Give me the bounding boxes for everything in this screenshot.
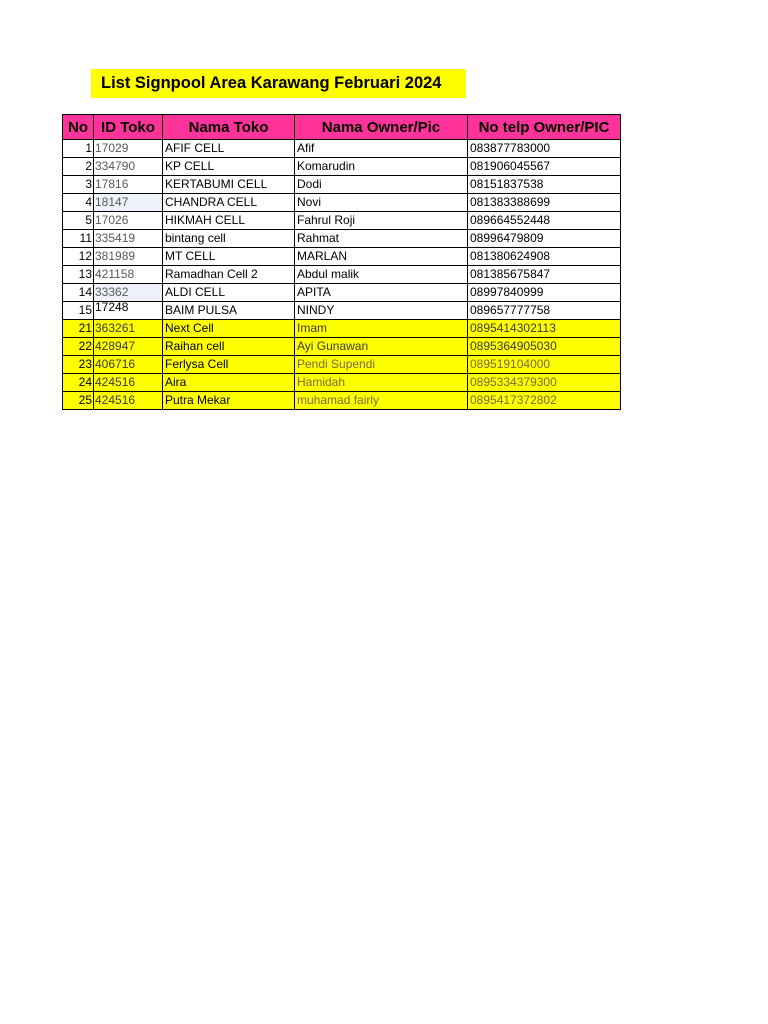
table-row-highlighted bbox=[63, 356, 621, 374]
cell-no-telp[interactable]: 081385675847 bbox=[468, 266, 621, 284]
cell-id-toko[interactable]: 406716 bbox=[94, 356, 163, 374]
header-row bbox=[63, 115, 621, 140]
cell-no[interactable]: 14 bbox=[63, 284, 94, 302]
cell-no[interactable]: 1 bbox=[63, 140, 94, 158]
cell-nama-owner[interactable]: Novi bbox=[295, 194, 468, 212]
table-row-highlighted bbox=[63, 320, 621, 338]
cell-no-telp[interactable]: 081906045567 bbox=[468, 158, 621, 176]
header-id-toko[interactable]: ID Toko bbox=[94, 115, 163, 140]
cell-no-telp[interactable]: 081383388699 bbox=[468, 194, 621, 212]
cell-no[interactable]: 12 bbox=[63, 248, 94, 266]
cell-nama-toko[interactable]: Ferlysa Cell bbox=[163, 356, 295, 374]
cell-nama-toko[interactable]: Raihan cell bbox=[163, 338, 295, 356]
header-no[interactable]: No bbox=[63, 115, 94, 140]
cell-id-toko[interactable]: 428947 bbox=[94, 338, 163, 356]
table-row bbox=[63, 158, 621, 176]
signpool-table bbox=[62, 114, 621, 410]
cell-id-toko[interactable]: 335419 bbox=[94, 230, 163, 248]
cell-nama-owner[interactable]: Afif bbox=[295, 140, 468, 158]
cell-id-toko[interactable]: 381989 bbox=[94, 248, 163, 266]
cell-no[interactable]: 3 bbox=[63, 176, 94, 194]
cell-id-toko[interactable]: 334790 bbox=[94, 158, 163, 176]
cell-id-toko[interactable]: 17816 bbox=[94, 176, 163, 194]
cell-no[interactable]: 4 bbox=[63, 194, 94, 212]
header-nama-toko[interactable]: Nama Toko bbox=[163, 115, 295, 140]
cell-no-telp[interactable]: 08151837538 bbox=[468, 176, 621, 194]
cell-no[interactable]: 2 bbox=[63, 158, 94, 176]
cell-nama-owner[interactable]: APITA bbox=[295, 284, 468, 302]
cell-no-telp[interactable]: 089519104000 bbox=[468, 356, 621, 374]
cell-nama-owner[interactable]: Fahrul Roji bbox=[295, 212, 468, 230]
cell-id-toko[interactable]: 363261 bbox=[94, 320, 163, 338]
cell-nama-owner[interactable]: Rahmat bbox=[295, 230, 468, 248]
header-nama-owner[interactable]: Nama Owner/Pic bbox=[295, 115, 468, 140]
cell-nama-owner[interactable]: Dodi bbox=[295, 176, 468, 194]
cell-id-toko[interactable]: 17248 bbox=[94, 302, 163, 320]
table-row bbox=[63, 176, 621, 194]
cell-nama-toko[interactable]: KERTABUMI CELL bbox=[163, 176, 295, 194]
cell-nama-owner[interactable]: muhamad fairly bbox=[295, 392, 468, 410]
cell-no-telp[interactable]: 08996479809 bbox=[468, 230, 621, 248]
cell-no[interactable]: 24 bbox=[63, 374, 94, 392]
cell-no[interactable]: 15 bbox=[63, 302, 94, 320]
cell-id-toko[interactable]: 421158 bbox=[94, 266, 163, 284]
table-row bbox=[63, 230, 621, 248]
cell-id-toko[interactable]: 18147 bbox=[94, 194, 163, 212]
cell-nama-toko[interactable]: HIKMAH CELL bbox=[163, 212, 295, 230]
table-row bbox=[63, 194, 621, 212]
cell-no[interactable]: 11 bbox=[63, 230, 94, 248]
cell-nama-owner[interactable]: Ayi Gunawan bbox=[295, 338, 468, 356]
table-row bbox=[63, 266, 621, 284]
cell-nama-toko[interactable]: BAIM PULSA bbox=[163, 302, 295, 320]
header-no-telp[interactable]: No telp Owner/PIC bbox=[468, 115, 621, 140]
cell-no-telp[interactable]: 0895417372802 bbox=[468, 392, 621, 410]
cell-nama-owner[interactable]: Komarudin bbox=[295, 158, 468, 176]
cell-no[interactable]: 22 bbox=[63, 338, 94, 356]
table-row-highlighted bbox=[63, 374, 621, 392]
cell-nama-toko[interactable]: Ramadhan Cell 2 bbox=[163, 266, 295, 284]
cell-no[interactable]: 5 bbox=[63, 212, 94, 230]
cell-nama-toko[interactable]: AFIF CELL bbox=[163, 140, 295, 158]
cell-nama-toko[interactable]: MT CELL bbox=[163, 248, 295, 266]
cell-no-telp[interactable]: 0895414302113 bbox=[468, 320, 621, 338]
cell-no-telp[interactable]: 0895364905030 bbox=[468, 338, 621, 356]
cell-nama-toko[interactable]: ALDI CELL bbox=[163, 284, 295, 302]
cell-nama-toko[interactable]: CHANDRA CELL bbox=[163, 194, 295, 212]
cell-id-toko[interactable]: 17029 bbox=[94, 140, 163, 158]
cell-no-telp[interactable]: 083877783000 bbox=[468, 140, 621, 158]
cell-no[interactable]: 13 bbox=[63, 266, 94, 284]
table-row bbox=[63, 248, 621, 266]
cell-no-telp[interactable]: 089657777758 bbox=[468, 302, 621, 320]
cell-id-toko[interactable]: 424516 bbox=[94, 392, 163, 410]
cell-no-telp[interactable]: 08997840999 bbox=[468, 284, 621, 302]
cell-nama-toko[interactable]: Putra Mekar bbox=[163, 392, 295, 410]
cell-no-telp[interactable]: 089664552448 bbox=[468, 212, 621, 230]
cell-nama-toko[interactable]: Aira bbox=[163, 374, 295, 392]
cell-nama-owner[interactable]: Pendi Supendi bbox=[295, 356, 468, 374]
cell-no[interactable]: 21 bbox=[63, 320, 94, 338]
table-row bbox=[63, 140, 621, 158]
cell-nama-owner[interactable]: Abdul malik bbox=[295, 266, 468, 284]
table-row-highlighted bbox=[63, 392, 621, 410]
cell-nama-toko[interactable]: KP CELL bbox=[163, 158, 295, 176]
table-row-highlighted bbox=[63, 338, 621, 356]
cell-id-toko[interactable]: 17026 bbox=[94, 212, 163, 230]
cell-nama-toko[interactable]: bintang cell bbox=[163, 230, 295, 248]
table-row bbox=[63, 212, 621, 230]
cell-no[interactable]: 23 bbox=[63, 356, 94, 374]
cell-nama-toko[interactable]: Next Cell bbox=[163, 320, 295, 338]
cell-no[interactable]: 25 bbox=[63, 392, 94, 410]
sheet-title: List Signpool Area Karawang Februari 2024 bbox=[91, 69, 466, 98]
cell-nama-owner[interactable]: Imam bbox=[295, 320, 468, 338]
cell-nama-owner[interactable]: Hamidah bbox=[295, 374, 468, 392]
cell-nama-owner[interactable]: MARLAN bbox=[295, 248, 468, 266]
cell-nama-owner[interactable]: NINDY bbox=[295, 302, 468, 320]
table-row bbox=[63, 302, 621, 320]
cell-no-telp[interactable]: 081380624908 bbox=[468, 248, 621, 266]
cell-no-telp[interactable]: 0895334379300 bbox=[468, 374, 621, 392]
table-row bbox=[63, 284, 621, 302]
cell-id-toko[interactable]: 33362 bbox=[94, 284, 163, 302]
cell-id-toko[interactable]: 424516 bbox=[94, 374, 163, 392]
